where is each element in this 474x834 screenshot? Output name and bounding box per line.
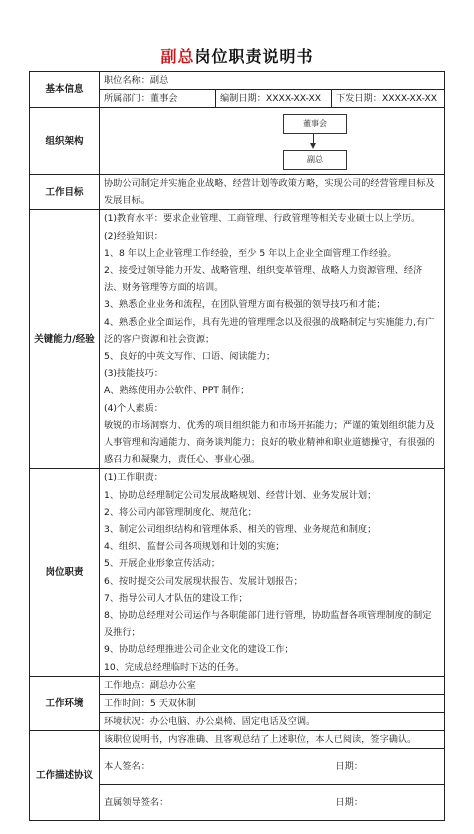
skills-line: 敏锐的市场洞察力、优秀的项目组织能力和市场开拓能力；严谨的策划组织能力及人事管理和沟通能力、商务谈判能力；良好的敬业精神和职业道德操守，有很强的感召力和凝聚力，责任心、事业心强。 xyxy=(104,419,435,466)
org-box-board: 董事会 xyxy=(283,114,347,134)
compiled-date: 编制日期：XXXX-XX-XX xyxy=(216,90,332,108)
skills-line: 5、良好的中英文写作、口语、阅读能力； xyxy=(104,351,276,363)
goal-row xyxy=(30,175,445,210)
duty-line: 8、协助总经理对公司运作与各职能部门进行管理，协助监督各项管理制度的制定及推行； xyxy=(104,610,432,639)
org-arrow-head xyxy=(310,143,316,149)
department: 所属部门：董事会 xyxy=(100,90,216,108)
org-chart xyxy=(100,108,444,174)
org-label: 组织架构 xyxy=(30,108,100,175)
skills-line: 4、熟悉企业全面运作，具有先进的管理理念以及很强的战略制定与实施能力,有广泛的客户资源和社会资源； xyxy=(104,316,435,345)
goal-cell xyxy=(100,175,445,210)
supervisor-sign-date[interactable]: 日期： xyxy=(332,784,445,820)
env-row-1 xyxy=(30,676,445,694)
duty-line: 7、指导公司人才队伍的建设工作； xyxy=(104,592,248,604)
duties-cell xyxy=(100,469,445,676)
duty-line: 5、开展企业形象宣传活动； xyxy=(104,558,221,570)
agreement-statement: 该职位说明书，内容准确、且客观总结了上述职位，本人已阅读，签字确认。 xyxy=(100,730,445,748)
position-name: 职位名称：副总 xyxy=(100,72,445,90)
skills-line: (3)技能技巧： xyxy=(104,368,163,380)
title-accent: 副总 xyxy=(160,47,195,66)
duty-line: 10、完成总经理临时下达的任务。 xyxy=(104,661,245,673)
skills-line: (2)经验知识： xyxy=(104,230,163,242)
goal-text: 协助公司制定并实施企业战略、经营计划等政策方略，实现公司的经营管理目标及发展目标。 xyxy=(104,178,435,207)
skills-line: (4)个人素质： xyxy=(104,402,163,414)
skills-line: 2、接受过领导能力开发、战略管理、组织变革管理、战略人力资源管理、经济法、财务管理等方面的培训。 xyxy=(104,265,423,294)
supervisor-sign-label[interactable]: 直属领导签名： xyxy=(100,784,332,820)
env-label: 工作环境 xyxy=(30,676,100,730)
basic-info-row-1 xyxy=(30,72,445,90)
org-row xyxy=(30,108,445,175)
skills-line: 3、熟悉企业业务和流程，在团队管理方面有极强的领导技巧和才能； xyxy=(104,299,386,311)
duty-line: 4、组织、监督公司各项规划和计划的实施； xyxy=(104,541,285,553)
duty-line: 9、协助总经理推进公司企业文化的建设工作； xyxy=(104,644,294,656)
basic-info-label: 基本信息 xyxy=(30,72,100,108)
env-hours: 工作时间：5 天双休制 xyxy=(100,694,445,712)
skills-line: (1)教育水平：要求企业管理、工商管理、行政管理等相关专业硕士以上学历。 xyxy=(104,213,421,225)
duty-line: 6、按时提交公司发展现状报告、发展计划报告； xyxy=(104,575,303,587)
skills-row xyxy=(30,210,445,469)
goal-label: 工作目标 xyxy=(30,175,100,210)
duty-line: 2、将公司内部管理制度化、规范化； xyxy=(104,506,257,518)
skills-cell xyxy=(100,210,445,469)
job-description-table xyxy=(29,71,445,821)
agreement-label: 工作描述协议 xyxy=(30,730,100,820)
skills-label: 关键能力/经验 xyxy=(30,210,100,469)
agreement-row-1 xyxy=(30,730,445,748)
skills-line: A、熟练使用办公软件、PPT 制作； xyxy=(104,385,250,397)
duty-line: 3、制定公司组织结构和管理体系、相关的管理、业务规范和制度； xyxy=(104,524,377,536)
issued-date: 下发日期：XXXX-XX-XX xyxy=(332,90,445,108)
duty-line: (1)工作职责： xyxy=(104,472,163,484)
self-sign-date[interactable]: 日期： xyxy=(332,748,445,784)
duties-row xyxy=(30,469,445,676)
duty-line: 1、协助总经理制定公司发展战略规划、经营计划、业务发展计划； xyxy=(104,489,377,501)
self-sign-label[interactable]: 本人签名： xyxy=(100,748,332,784)
env-location: 工作地点：副总办公室 xyxy=(100,676,445,694)
env-conditions: 环境状况：办公电脑、办公桌椅、固定电话及空调。 xyxy=(100,712,445,730)
org-chart-cell xyxy=(100,108,445,175)
org-box-vice-president: 副总 xyxy=(283,150,347,170)
duties-label: 岗位职责 xyxy=(30,469,100,676)
page-title xyxy=(0,44,474,67)
title-rest: 岗位职责说明书 xyxy=(194,47,314,66)
skills-line: 1、8 年以上企业管理工作经验，至少 5 年以上企业全面管理工作经验。 xyxy=(104,247,397,259)
